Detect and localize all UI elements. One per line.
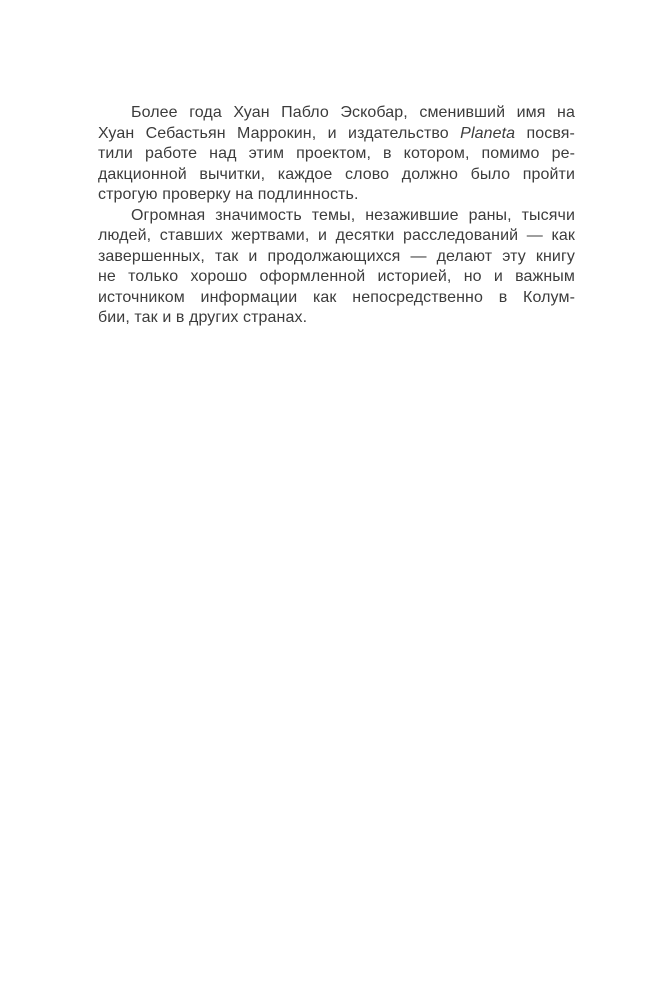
text-line — [98, 185, 575, 206]
text-segment: посвя- — [515, 124, 575, 142]
text-line — [98, 165, 575, 186]
text-segment: не только хорошо оформленной историей, но и важным — [98, 268, 575, 285]
text-line — [98, 103, 575, 124]
text-segment: Огромная значимость темы, незажившие раны, тысячи — [131, 206, 575, 224]
text-line — [98, 288, 575, 309]
publisher-name-italic: Planeta — [460, 124, 516, 142]
text-segment: людей, ставших жертвами, и десятки расследований — как — [98, 227, 575, 244]
text-segment: Более года Хуан Пабло Эскобар, сменивший имя на — [131, 104, 575, 121]
text-line — [98, 144, 575, 165]
text-segment: источником информации как непосредственно в Колум- — [98, 288, 575, 306]
text-line — [98, 247, 575, 268]
text-segment: дакционной вычитки, каждое слово должно было пройти — [98, 165, 575, 183]
text-block — [98, 103, 575, 329]
text-segment: завершенных, так и продолжающихся — делают эту книгу — [98, 247, 575, 265]
paragraph — [98, 103, 575, 206]
text-segment: строгую проверку на подлинность. — [98, 186, 359, 203]
text-line — [98, 206, 575, 227]
text-segment: бии, так и в других странах. — [98, 309, 308, 326]
text-segment: тили работе над этим проектом, в котором, помимо ре- — [98, 145, 575, 162]
text-line — [98, 226, 575, 247]
text-line — [98, 267, 575, 288]
text-line — [98, 308, 575, 329]
text-segment: Хуан Себастьян Маррокин, и издательство — [98, 124, 461, 142]
paragraph — [98, 206, 575, 329]
text-line — [98, 124, 575, 145]
